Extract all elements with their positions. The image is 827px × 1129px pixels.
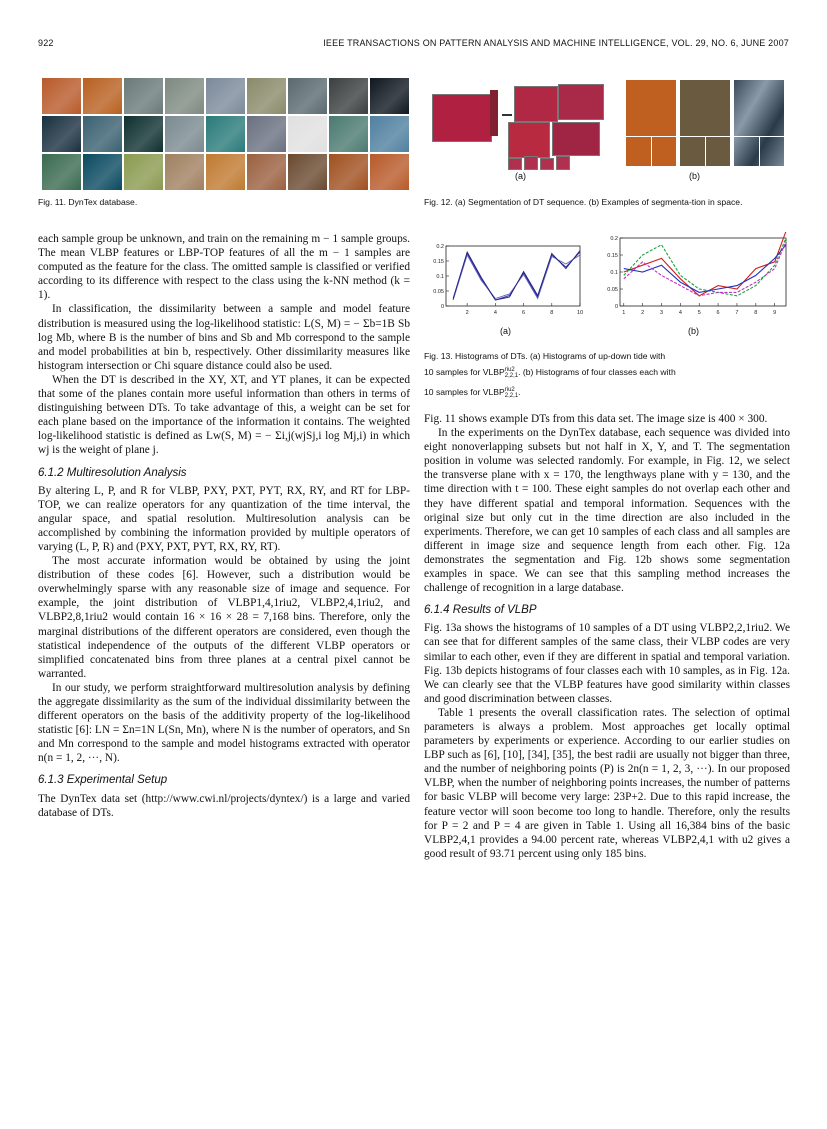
left-column xyxy=(38,232,410,820)
series-line xyxy=(624,241,786,295)
fig12a-segment-cube xyxy=(524,156,538,170)
dyntex-sample-image xyxy=(288,154,327,190)
y-tick-label: 0.15 xyxy=(433,259,444,265)
fig12-caption: Fig. 12. (a) Segmentation of DT sequence. (b) Examples of segmenta-tion in space. xyxy=(424,197,743,207)
dyntex-sample-image xyxy=(42,78,81,114)
y-tick-label: 0.15 xyxy=(607,253,618,259)
paragraph: each sample group be unknown, and train on the remaining m − 1 sample groups. The mean VLBP features or LBP-TOP features of all the m − 1 samples are computed as the feature for the class. The omitted sample is classified or verified according to its difference with respect to the class using the k-NN method (k = 1). xyxy=(38,233,410,302)
fig12-label-a: (a) xyxy=(515,171,526,181)
paragraph: Fig. 11 shows example DTs from this data set. The image size is 400 × 300. xyxy=(424,413,768,425)
paragraph: The most accurate information would be obtained by using the joint distribution of these codes [6]. However, such a distribution would be overwhelmingly sparse with any reasonable size of image and sequence. For example, the joint distribution of VLBP1,4,1riu2, VLBP2,4,1riu2, and VLBP2,8,1riu2 would contain 16 × 16 × 28 = 7,168 bins. Therefore, only the marginal distributions of the different operators are considered, even though the statistical independence of the outputs of the different VLBP operators or simplified concatenated bins from three planes at a central pixel cannot be warranted. xyxy=(38,555,410,680)
y-tick-label: 0.2 xyxy=(610,236,618,242)
x-tick-label: 9 xyxy=(773,310,777,316)
paragraph: Fig. 13a shows the histograms of 10 samples of a DT using VLBP2,2,1riu2. We can see that for different samples of the same class, their VLBP codes are very similar to each other, even if they are different in spatial and temporal variation. Fig. 13b depicts histograms of four classes each with 10 samples, as in Fig. 12a. We can clearly see that the VLBP features have good similarity within classes and good discrimination between classes. xyxy=(424,622,790,705)
dyntex-sample-image xyxy=(247,78,286,114)
dyntex-sample-image xyxy=(83,154,122,190)
dyntex-sample-image xyxy=(83,78,122,114)
dyntex-sample-image xyxy=(247,154,286,190)
fig12a-segment-cube xyxy=(552,122,600,156)
fig11-caption: Fig. 11. DynTex database. xyxy=(38,197,138,207)
x-tick-label: 4 xyxy=(678,310,682,316)
series-line xyxy=(453,251,580,301)
section-heading: 6.1.2 Multiresolution Analysis xyxy=(38,466,187,479)
paragraph: In the experiments on the DynTex database, each sequence was divided into eight nonoverlapping subsets but not half in X, Y, and T. The segmentation position in volume was selected randomly. For example, in Fig. 12, we select the transverse plane with x = 170, the lengthways plane with y = 130, and the time direction with t = 100. These eight samples do not overlap each other and they have different spatial and temporal information. Sequences with the original size but only cut in the time direction are also included in the experiments. Therefore, we can get 10 samples of each class and all samples are different in image size and sequence length from each other. Fig. 12a demonstrates the segmentation and Fig. 12b shows some segmentation examples in space. We can see that this sampling method increases the challenge of recognition in a large database. xyxy=(424,427,790,595)
page-number: 922 xyxy=(38,38,54,48)
x-tick-label: 6 xyxy=(716,310,720,316)
dyntex-sample-image xyxy=(165,78,204,114)
fig12a-segment-cube xyxy=(508,122,550,158)
paragraph: When the DT is described in the XY, XT, and YT planes, it can be expected that some of the planes contain more useful information than others in terms of distinguishing between DTs. To take advantage of this, a weight can be set for each plane based on the importance of the information it contains. The weighted log-likelihood statistic is defined as Lw(S, M) = − Σi,j(wjSj,i log Mj,i) in which wj is the weight of plane j. xyxy=(38,373,410,457)
fig12-segmentation-figure xyxy=(424,76,796,186)
fig12a-segment-cube xyxy=(556,156,570,170)
x-tick-label: 1 xyxy=(622,310,626,316)
fig13-label-b: (b) xyxy=(688,326,699,336)
dyntex-sample-image xyxy=(247,116,286,152)
fig12a-segment-cube xyxy=(514,86,558,122)
x-tick-label: 8 xyxy=(754,310,758,316)
series-line xyxy=(624,232,786,296)
dyntex-sample-image xyxy=(165,116,204,152)
dyntex-sample-image xyxy=(370,78,409,114)
dyntex-sample-image xyxy=(288,116,327,152)
fig13b-histogram-chart xyxy=(598,232,790,320)
paragraph: By altering L, P, and R for VLBP, PXY, PXT, PYT, RX, RY, and RT for LBP-TOP, we can realize operators for any quantization of the time interval, the angular space, and spatial resolution. Multiresolution analysis can be accomplished by combining the information provided by multiple operators of varying (L, P, R) and (PXY, PXT, PYT, RX, RY, RT). xyxy=(38,484,410,553)
fig12-label-b: (b) xyxy=(689,171,700,181)
paragraph: Table 1 presents the overall classification rates. The selection of optimal parameters is always a problem. Most approaches get locally optimal parameters by experiments or experience. According to our earlier studies on LBP such as [6], [10], [34], [35], the best radii are usually not bigger than three, and the number of neighboring points (P) is 2n(n = 1, 2, 3, ···). In our proposed VLBP, when the number of neighboring points increases, the number of patterns for basic VLBP will become very large: 23P+2. Due to this rapid increase, the feature vector will soon become too long to handle. Therefore, only the results for P = 2 and P = 4 are given in Table 1. Using all 16,384 bins of the basic VLBP2,4,1 provides a 94.00 percent rate, whereas VLBP2,4,1 with u2 gives a good result of 93.71 percent using only 185 bins. xyxy=(424,706,790,860)
x-tick-label: 2 xyxy=(465,310,469,316)
paragraph: In classification, the dissimilarity between a sample and model feature distribution is measured using the log-likelihood statistic: L(S, M) = − Σb=1B Sb log Mb, where B is the number of bins and Sb and Mb correspond to the sample and model probabilities at bin b, respectively. Other dissimilarity measures like histogram intersection or Chi square distance could also be used. xyxy=(38,303,410,372)
y-tick-label: 0.1 xyxy=(610,270,618,276)
y-tick-label: 0 xyxy=(614,304,618,310)
x-tick-label: 5 xyxy=(697,310,701,316)
dyntex-sample-image xyxy=(42,116,81,152)
paragraph: The DynTex data set (http://www.cwi.nl/projects/dyntex/) is a large and varied database of DTs. xyxy=(38,792,410,819)
fig13-label-a: (a) xyxy=(500,326,511,336)
dyntex-sample-image xyxy=(83,116,122,152)
dyntex-sample-image xyxy=(124,116,163,152)
dyntex-sample-image xyxy=(165,154,204,190)
fig11-dyntex-grid xyxy=(42,78,410,194)
dyntex-sample-image xyxy=(370,116,409,152)
dyntex-sample-image xyxy=(206,78,245,114)
dyntex-sample-image xyxy=(206,116,245,152)
y-tick-label: 0 xyxy=(440,304,444,310)
fig13a-histogram-chart xyxy=(424,240,584,320)
dyntex-sample-image xyxy=(124,78,163,114)
y-tick-label: 0.05 xyxy=(433,289,444,295)
section-heading: 6.1.3 Experimental Setup xyxy=(38,774,168,787)
y-tick-label: 0.1 xyxy=(436,274,444,280)
dyntex-sample-image xyxy=(329,78,368,114)
x-tick-label: 4 xyxy=(493,310,497,316)
running-header: IEEE TRANSACTIONS ON PATTERN ANALYSIS AND MACHINE INTELLIGENCE, VOL. 29, NO. 6, JUNE 2007 xyxy=(323,38,789,48)
paragraph: In our study, we perform straightforward multiresolution analysis by defining the aggregate dissimilarity as the sum of the individual dissimilarity between the different operators on the basis of the additivity property of the log-likelihood statistic [6]: LN = Σn=1N L(Sn, Mn), where N is the number of operators, and Sn and Mn correspond to the sample and model histograms extracted with operator n(n = 1, 2, ···, N). xyxy=(38,681,410,765)
y-tick-label: 0.2 xyxy=(436,244,444,250)
fig13-caption: Fig. 13. Histograms of DTs. (a) Histograms of up-down tide with 10 samples for $VLBP^{riu2}_{2,2,1}$. (b) Histograms of four classes each with 10 samples for $VLBP^{riu2}_{2,2,1}$. xyxy=(424,351,676,400)
fig12a-segment-cube xyxy=(540,158,554,170)
dyntex-sample-image xyxy=(370,154,409,190)
dyntex-sample-image xyxy=(329,116,368,152)
x-tick-label: 10 xyxy=(576,310,584,316)
x-tick-label: 2 xyxy=(641,310,645,316)
fig12a-segment-cube xyxy=(508,158,522,170)
series-line xyxy=(453,252,580,300)
section-heading: 6.1.4 Results of VLBP xyxy=(424,604,537,617)
dyntex-sample-image xyxy=(206,154,245,190)
right-column xyxy=(424,412,790,861)
fig12a-segment-cube xyxy=(558,84,604,120)
dyntex-sample-image xyxy=(329,154,368,190)
x-tick-label: 6 xyxy=(522,310,526,316)
dyntex-sample-image xyxy=(124,154,163,190)
x-tick-label: 8 xyxy=(550,310,554,316)
dyntex-sample-image xyxy=(42,154,81,190)
x-tick-label: 3 xyxy=(659,310,664,316)
dyntex-sample-image xyxy=(288,78,327,114)
fig12a-original-cube xyxy=(432,94,492,142)
y-tick-label: 0.05 xyxy=(607,287,618,293)
plot-frame xyxy=(620,238,786,306)
x-tick-label: 7 xyxy=(735,310,739,316)
